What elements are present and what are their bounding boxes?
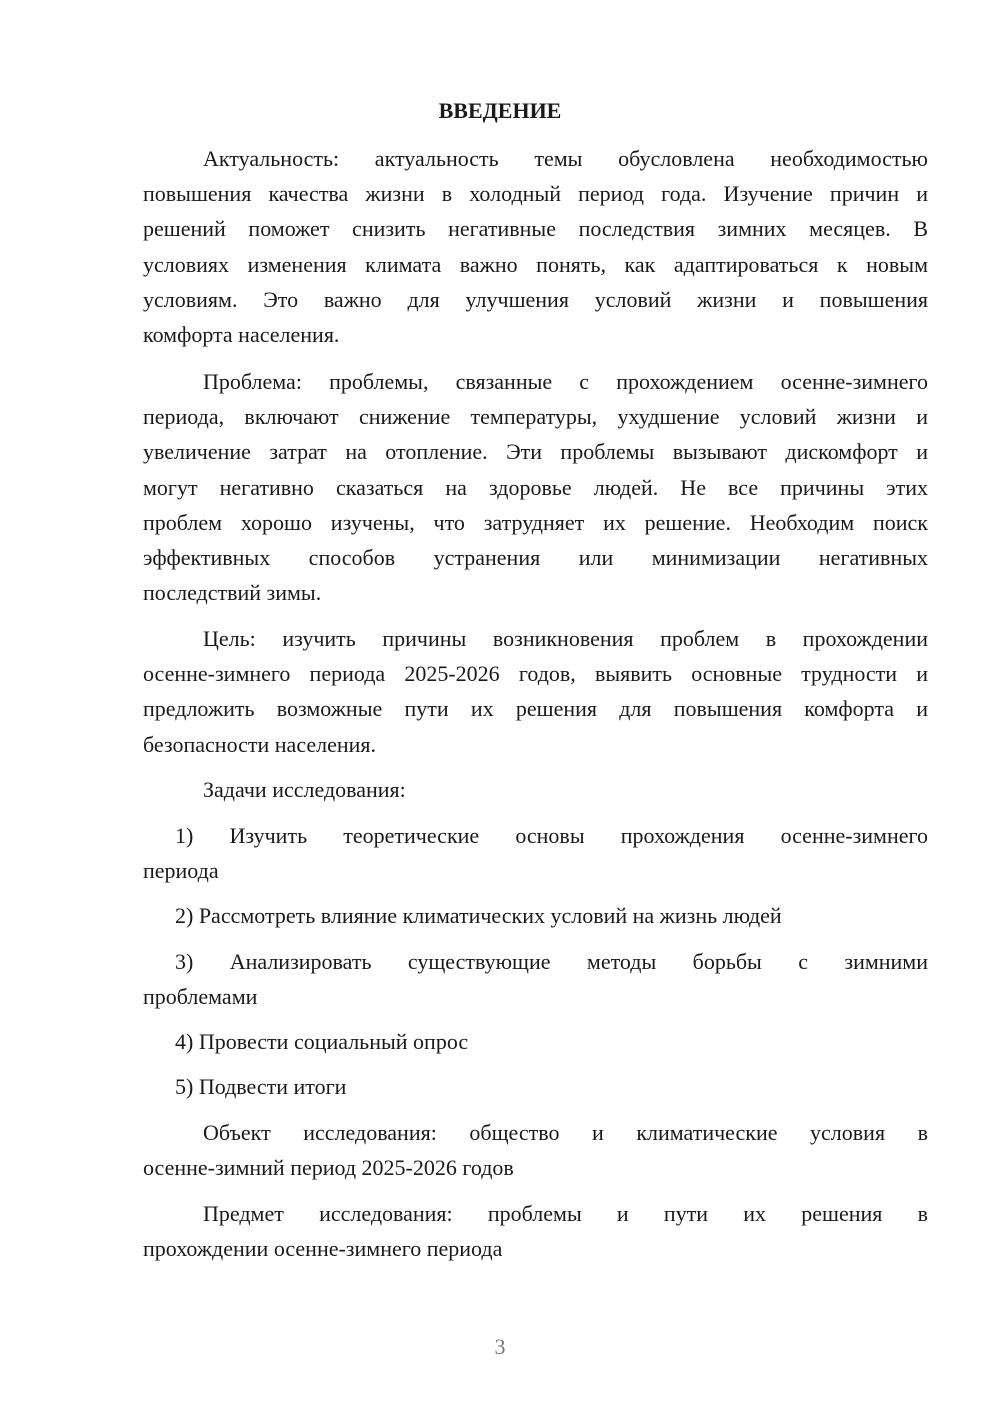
text-line: безопасности населения. — [143, 731, 377, 757]
task-item-3 — [143, 944, 928, 1014]
text-line: повышения качества жизни в холодный период года. Изучение причин и — [143, 181, 928, 207]
subject-paragraph — [143, 1196, 928, 1266]
goal-paragraph — [143, 621, 928, 762]
text-line: увеличение затрат на отопление. Эти проблемы вызывают дискомфорт и — [143, 439, 928, 465]
page-number: 3 — [494, 1334, 506, 1359]
text-line: Актуальность: актуальность темы обусловлена необходимостью — [203, 146, 928, 171]
text-line: условиям. Это важно для улучшения условий жизни и повышения — [143, 286, 928, 312]
text-line: проблем хорошо изучены, что затрудняет их решение. Необходим поиск — [143, 509, 928, 535]
text-line: 2) Рассмотреть влияние климатических условий на жизнь людей — [175, 903, 782, 928]
task-item-2 — [143, 898, 928, 933]
text-line: периода, включают снижение температуры, ухудшение условий жизни и — [143, 404, 928, 430]
text-line: 1) Изучить теоретические основы прохождения осенне-зимнего — [175, 823, 928, 848]
object-paragraph — [143, 1115, 928, 1185]
text-line: условиях изменения климата важно понять, как адаптироваться к новым — [143, 251, 928, 277]
task-item-5 — [143, 1069, 928, 1104]
task-item-4 — [143, 1024, 928, 1059]
text-line: могут негативно сказаться на здоровье людей. Не все причины этих — [143, 474, 928, 500]
problem-paragraph — [143, 364, 928, 610]
text-line: 5) Подвести итоги — [175, 1074, 347, 1099]
text-line: периода — [143, 858, 219, 884]
section-heading: ВВЕДЕНИЕ — [438, 98, 562, 123]
text-line: Предмет исследования: проблемы и пути их решения в — [203, 1201, 928, 1226]
text-line: осенне-зимний период 2025-2026 годов — [143, 1155, 514, 1181]
text-line: 3) Анализировать существующие методы борьбы с зимними — [175, 949, 928, 974]
text-line: эффективных способов устранения или минимизации негативных — [143, 544, 928, 570]
text-line: Цель: изучить причины возникновения проблем в прохождении — [203, 626, 928, 651]
text-line: Объект исследования: общество и климатические условия в — [203, 1120, 928, 1145]
task-item-1 — [143, 818, 928, 888]
text-line: решений поможет снизить негативные последствия зимних месяцев. В — [143, 216, 928, 242]
text-line: 4) Провести социальный опрос — [175, 1029, 469, 1054]
tasks-heading — [143, 772, 928, 807]
text-line: комфорта населения. — [143, 321, 340, 347]
text-line: проблемами — [143, 984, 258, 1010]
text-line: предложить возможные пути их решения для повышения комфорта и — [143, 696, 928, 722]
text-line: последствий зимы. — [143, 580, 322, 606]
text-line: осенне-зимнего периода 2025-2026 годов, выявить основные трудности и — [143, 661, 928, 687]
text-line: Проблема: проблемы, связанные с прохождением осенне-зимнего — [203, 369, 928, 394]
text-line: Задачи исследования: — [203, 777, 406, 802]
text-line: прохождении осенне-зимнего периода — [143, 1236, 503, 1262]
relevance-paragraph — [143, 141, 928, 352]
